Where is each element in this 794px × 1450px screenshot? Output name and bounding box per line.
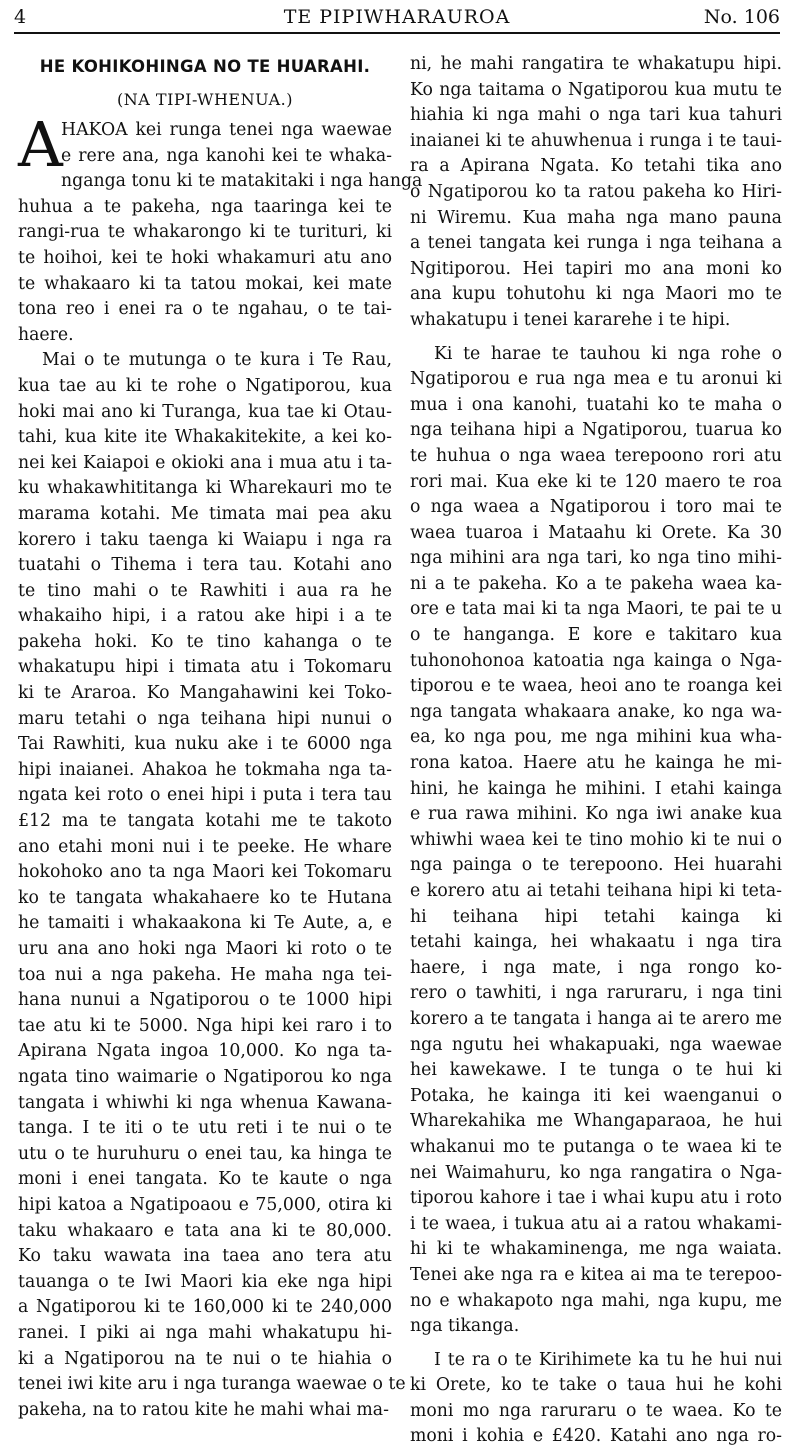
text-line: nei kei Kaiapoi e okioki ana i mua atu i ta-: [18, 452, 392, 473]
text-line: ko te tangata whakahaere ko te Hutana: [18, 887, 392, 908]
text-line: tahi, kua kite ite Whakakitekite, a kei ko-: [18, 427, 392, 448]
text-line: whakaiho hipi, i a ratou ake hipi i a te: [18, 606, 392, 627]
text-line: ana kupu tohutohu ki nga Maori mo te: [410, 284, 782, 305]
text-line: ki a Ngatiporou na te nui o te hiahia o: [18, 1348, 392, 1369]
text-line: e rere ana, nga kanohi kei te whaka-: [61, 145, 392, 166]
text-line: nga teihana hipi a Ngatiporou, tuarua ko: [410, 420, 782, 441]
text-line: he tamaiti i whakaakona ki Te Aute, a, e: [18, 913, 392, 934]
text-line: tiporou e te waea, heoi ano te roanga kei: [410, 676, 782, 697]
paragraph-gap: [410, 1340, 782, 1348]
text-line: e korero atu ai tetahi teihana hipi ki teta-: [410, 881, 782, 901]
drop-cap: A: [18, 108, 63, 181]
text-line: tae atu ki te 5000. Nga hipi kei raro i to: [18, 1015, 392, 1036]
text-line: ni a te pakeha. Ko a te pakeha waea ka-: [410, 573, 782, 594]
text-line: haere, i nga mate, i nga rongo ko-: [410, 957, 782, 978]
text-line: Ko taku wawata ina taea ano tera atu: [18, 1246, 392, 1267]
text-line: I te ra o te Kirihimete ka tu he hui nui: [434, 1349, 782, 1370]
text-line: Apirana Ngata ingoa 10,000. Ko nga ta-: [18, 1041, 392, 1062]
text-line: o nga waea a Ngatiporou i toro mai te: [410, 497, 782, 518]
text-line: whakanui mo te putanga o te waea ki te: [410, 1136, 782, 1157]
text-line: nga ngutu hei whakapuaki, nga waewae: [410, 1034, 782, 1055]
text-line: Tai Rawhiti, kua nuku ake i te 6000 nga: [18, 734, 392, 755]
text-line: hei kawekawe. I te tunga o te hui ki: [410, 1060, 782, 1081]
text-line: uru ana ano hoki nga Maori ki roto o te: [18, 939, 392, 959]
text-line: te huhua o nga waea terepoono rori atu: [410, 445, 782, 466]
article-byline: (NA TIPI-WHENUA.): [117, 90, 293, 109]
text-line: Ki te harae te tauhou ki nga rohe o: [434, 343, 782, 364]
text-line: ngata kei roto o enei hipi i puta i tera tau: [18, 785, 392, 806]
text-line: rangi-rua te whakarongo ki te turituri, ki: [18, 222, 392, 243]
text-line: hokohoko ano ta nga Maori kei Tokomaru: [18, 862, 392, 883]
publication-title: TE PIPIWHARAUROA: [283, 6, 511, 28]
text-line: Wharekahika me Whangaparaoa, he hui: [410, 1111, 782, 1132]
text-line: korero i taku taenga ki Waiapu i nga ra: [18, 529, 392, 550]
text-line: ore e tata mai ki ta nga Maori, te pai te u: [410, 599, 782, 620]
article-headline: HE KOHIKOHINGA NO TE HUARAHI.: [39, 57, 371, 76]
text-line: nei Waimahuru, ko nga rangatira o Nga-: [410, 1162, 782, 1183]
text-line: haere.: [18, 324, 74, 345]
text-line: tauanga o te Iwi Maori kia eke nga hipi: [18, 1271, 392, 1292]
text-line: ano etahi moni nui i te peeke. He whare: [18, 836, 392, 857]
text-line: te tino mahi o te Rawhiti i aua ra he: [18, 580, 392, 601]
text-line: no e whakapoto nga mahi, nga kupu, me: [410, 1290, 782, 1311]
text-line: ngata tino waimarie o Ngatiporou ko nga: [18, 1066, 392, 1087]
text-line: tiporou kahore i tae i whai kupu atu i roto: [410, 1188, 782, 1209]
text-line: Ko nga taitama o Ngatiporou kua mutu te: [410, 79, 782, 100]
text-line: hipi inaianei. Ahakoa he tokmaha nga ta-: [18, 759, 392, 780]
text-line: tanga. I te iti o te utu reti i te nui o te: [18, 1118, 392, 1139]
text-line: utu o te huruhuru o enei tau, ka hinga te: [18, 1143, 392, 1164]
text-line: Tenei ake nga ra e kitea ai ma te terepoo-: [410, 1264, 782, 1285]
text-line: ra a Apirana Ngata. Ko tetahi tika ano: [410, 156, 782, 177]
text-line: mua i ona kanohi, tuatahi ko te maha o: [410, 394, 782, 415]
text-line: o te hanganga. E kore e takitaro kua: [410, 625, 782, 646]
text-line: Ngatiporou e rua nga mea e tu aronui ki: [410, 369, 782, 390]
text-line: ni, he mahi rangatira te whakatupu hipi.: [410, 54, 782, 74]
text-line: nga painga o te terepoono. Hei huarahi: [410, 855, 782, 876]
text-line: rori mai. Kua eke ki te 120 maero te roa: [410, 471, 782, 492]
text-line: te hoihoi, kei te hoki whakamuri atu ano: [18, 247, 392, 268]
issue-number: No. 106: [703, 6, 780, 28]
text-line: toa nui a nga pakeha. He maha nga tei-: [18, 964, 392, 985]
text-line: o Ngatiporou ko ta ratou pakeha ko Hiri-: [410, 181, 782, 202]
text-line: ki Orete, ko te take o taua hui he kohi: [410, 1375, 782, 1396]
text-line: pakeha hoki. Ko te tino kahanga o te: [18, 631, 392, 652]
text-line: nga tangata whakaara anake, ko nga wa-: [410, 701, 782, 722]
text-line: hoki mai ano ki Turanga, kua tae ki Otau-: [18, 401, 392, 422]
running-header: [14, 4, 780, 30]
text-line: waea tuaroa i Mataahu ki Orete. Ka 30: [410, 522, 782, 543]
text-line: korero a te tangata i hanga ai te arero me: [410, 1008, 782, 1029]
text-line: ea, ko nga pou, me nga mihini kua wha-: [410, 727, 782, 748]
text-line: hipi katoa a Ngatipoaou e 75,000, otira ki: [18, 1194, 392, 1215]
text-line: hiahia ki nga mahi o nga tari kua tahuri: [410, 105, 782, 126]
text-line: te whakaaro ki ta tatou mokai, kei mate: [18, 273, 392, 294]
text-line: moni mo nga raruraru o te waea. Ko te: [410, 1400, 782, 1421]
text-line: hini, he kainga he mihini. I etahi kainga: [410, 778, 782, 799]
text-line: a tenei tangata kei runga i nga teihana a: [410, 233, 782, 254]
text-line: whiwhi waea kei te tino mohio ki te nui o: [410, 829, 782, 850]
text-line: ranei. I piki ai nga mahi whakatupu hi-: [18, 1322, 392, 1343]
text-line: £12 ma te tangata kotahi me te takoto: [18, 811, 392, 832]
text-line: e rua rawa mihini. Ko nga iwi anake kua: [410, 804, 782, 825]
text-line: hi teihana hipi tetahi kainga ki: [410, 906, 782, 927]
text-line: whakatupu i tenei kararehe i te hipi.: [410, 309, 731, 330]
text-line: ni Wiremu. Kua maha nga mano pauna: [410, 207, 782, 228]
text-line: nga mihini ara nga tari, ko nga tino mihi-: [410, 548, 782, 569]
text-line: moni i kohia e £420. Katahi ano nga ro-: [410, 1426, 782, 1447]
text-line: taku whakaaro e tata ana ki te 80,000.: [18, 1220, 392, 1241]
right-column: [410, 52, 782, 1450]
paragraph-gap: [410, 334, 782, 342]
text-line: tuhonohonoa katoatia nga kainga o Nga-: [410, 650, 782, 671]
left-column: [18, 52, 423, 1423]
text-line: rero o tawhiti, i nga raruraru, i nga tini: [410, 983, 782, 1004]
text-line: hana nunui a Ngatiporou o te 1000 hipi: [18, 990, 392, 1011]
text-line: Ngitiporou. Hei tapiri mo ana moni ko: [410, 258, 782, 279]
text-line: tona reo i enei ra o te ngahau, o te tai-: [18, 299, 392, 320]
text-line: tangata i whiwhi ki nga whenua Kawana-: [18, 1092, 392, 1113]
text-line: moni i enei tangata. Ko te kaute o nga: [18, 1169, 392, 1190]
text-line: i te waea, i tukua atu ai a ratou whakami-: [410, 1213, 782, 1234]
text-line: ku whakawhititanga ki Wharekauri mo te: [18, 478, 392, 499]
page-number: 4: [14, 6, 27, 28]
text-line: whakatupu hipi i timata atu i Tokomaru: [18, 657, 392, 678]
text-line: maru tetahi o nga teihana hipi nunui o: [18, 708, 392, 729]
text-line: a Ngatiporou ki te 160,000 ki te 240,000: [18, 1297, 392, 1318]
text-line: marama kotahi. Me timata mai pea aku: [18, 503, 392, 524]
text-line: tuatahi o Tihema i tera tau. Kotahi ano: [18, 555, 392, 576]
text-line: rona katoa. Haere atu he kainga he mi-: [410, 753, 782, 774]
text-line: kua tae au ki te rohe o Ngatiporou, kua: [18, 375, 392, 396]
text-line: nga tikanga.: [410, 1316, 520, 1337]
text-line: huhua a te pakeha, nga taaringa kei te: [18, 196, 392, 217]
text-line: nganga tonu ki te matakitaki i nga hanga: [61, 171, 423, 192]
text-line: ki te Araroa. Ko Mangahawini kei Toko-: [18, 683, 392, 704]
text-line: hi ki te whakaminenga, me nga waiata.: [410, 1239, 782, 1260]
text-line: HAKOA kei runga tenei nga waewae: [61, 120, 392, 140]
text-line: Potaka, he kainga iti kei waenganui o: [410, 1085, 782, 1106]
text-line: inaianei ki te ahuwhenua i runga i te taui-: [410, 130, 782, 151]
text-line: pakeha, na to ratou kite he mahi whai ma-: [18, 1399, 389, 1420]
header-rule: [14, 32, 780, 34]
text-line: tetahi kainga, hei whakaatu i nga tira: [410, 932, 782, 953]
text-line: tenei iwi kite aru i nga turanga waewae o te: [18, 1374, 406, 1395]
text-line: Mai o te mutunga o te kura i Te Rau,: [42, 350, 392, 371]
